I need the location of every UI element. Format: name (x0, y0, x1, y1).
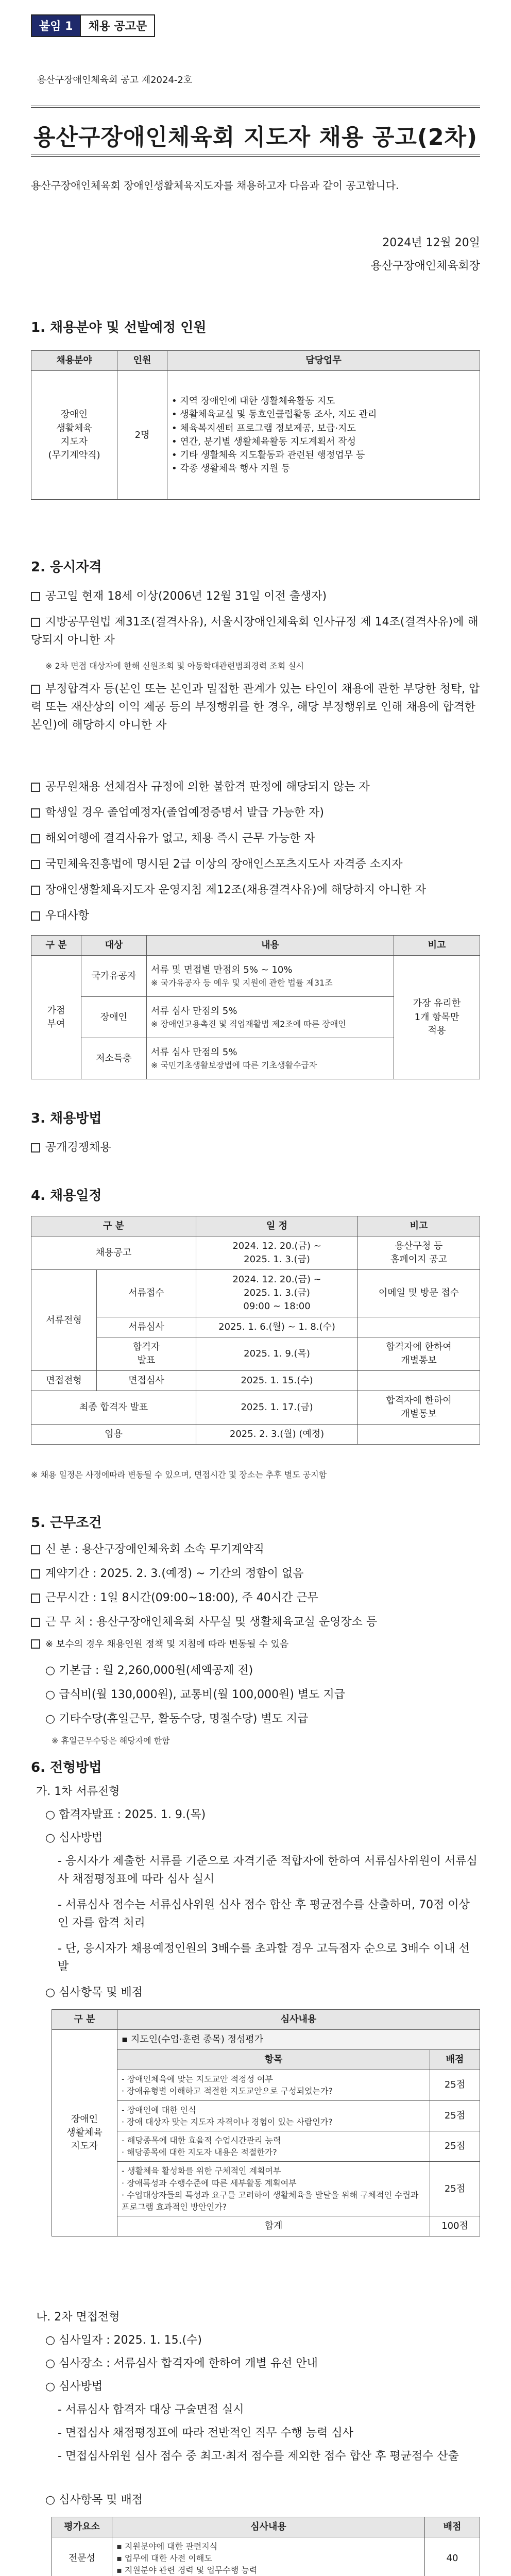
doc-q: - 장애인체육에 맞는 지도교안 적정성 여부 · 장애유형별 이해하고 적절한 지도교안으로 구성되었는가? (117, 2070, 430, 2100)
checkbox-icon (31, 1594, 40, 1603)
annex-value: 채용 공고문 (80, 15, 154, 36)
qual-item: 공고일 현재 18세 이상(2006년 12월 31일 이전 출생자) (31, 587, 480, 605)
cond-sub: ○ 기타수당(휴일근무, 활동수당, 명절수당) 별도 지급 (45, 1713, 309, 1725)
sched-a: 면접전형 (31, 1370, 97, 1391)
th-duties: 담당업무 (167, 351, 480, 371)
pref-th: 대상 (81, 936, 147, 956)
sched-b: 면접심사 (97, 1370, 196, 1391)
sched-b: 합격자 발표 (97, 1337, 196, 1370)
checkbox-icon (31, 911, 40, 921)
sched-a: 서류전형 (31, 1270, 97, 1371)
sched-d (358, 1317, 480, 1337)
doc-th: 심사내용 (117, 2010, 480, 2030)
doc-desc: - 응시자가 제출한 서류를 기준으로 자격기준 적합자에 한하여 서류심사위원이 서류심사 채점평정표에 따라 심사 실시 (58, 1855, 478, 1886)
doc-q: 합계 (117, 2216, 430, 2236)
checkbox-icon (31, 834, 40, 843)
sched-th: 구 분 (31, 1216, 196, 1236)
doc-desc: - 단, 응시자가 채용예정인원의 3배수를 초과할 경우 고득점자 순으로 3배수 이내 선발 (58, 1942, 470, 1974)
recruit-count: 2명 (117, 371, 167, 500)
qual-item: 국민체육진흥법에 명시된 2급 이상의 장애인스포츠지도사 자격증 소지자 (31, 855, 480, 873)
pref-target: 국가유공자 (81, 956, 147, 997)
qual-item: 장애인생활체육지도자 운영지침 제12조(채용결격사유)에 해당하지 아니한 자 (31, 881, 480, 899)
th-count: 인원 (117, 351, 167, 371)
qual-item: 공무원채용 선체검사 규정에 의한 불합격 판정에 해당되지 않는 자 (31, 778, 480, 796)
pref-label: 가점 부여 (31, 956, 81, 1079)
qual-note: ※ 2차 면접 대상자에 한해 신원조회 및 아동학대관련범죄경력 조회 실시 (45, 661, 304, 671)
sched-c: 2025. 1. 9.(목) (196, 1337, 358, 1370)
th-field: 채용분야 (31, 351, 117, 371)
doc-item: ○ 심사방법 (45, 1832, 103, 1844)
section-1-heading: 1. 채용분야 및 선발예정 인원 (31, 320, 207, 335)
pref-content: 서류 및 면접별 만점의 5% ~ 10% ※ 국가유공자 등 예우 및 지원에 관한 법률 제31조 (147, 956, 394, 997)
qual-item: 우대사항 (31, 907, 480, 925)
cond-sub: ○ 급식비(월 130,000원), 교통비(월 100,000원) 별도 지급 (45, 1688, 345, 1701)
int-th: 배점 (425, 2517, 480, 2537)
sched-d: 합격자에 한하여 개별통보 (358, 1391, 480, 1424)
int-desc: - 서류심사 합격자 대상 구술면접 실시 (58, 2403, 244, 2416)
doc-sub-th: 배점 (430, 2050, 480, 2070)
checkbox-icon (31, 886, 40, 895)
duty-item: • 체육복지센터 프로그램 정보제공, 보급·지도 (172, 422, 356, 434)
doc-p: 25점 (430, 2162, 480, 2216)
section-6-heading: 6. 전형방법 (31, 1760, 102, 1775)
int-th: 평가요소 (52, 2517, 112, 2537)
int-c: 40 (425, 2537, 480, 2576)
sub-heading: 가. 1차 서류전형 (36, 1785, 120, 1798)
doc-p: 100점 (430, 2216, 480, 2236)
doc-top: ▪ 지도인(수업·훈련 종목) 정성평가 (117, 2030, 480, 2050)
checkbox-icon (31, 860, 40, 869)
int-desc: - 면접심사 채점평정표에 따라 전반적인 직무 수행 능력 심사 (58, 2427, 353, 2439)
sched-c: 2025. 1. 6.(월) ~ 1. 8.(수) (196, 1317, 358, 1337)
duty-item: • 연간, 분기별 생활체육활동 지도계획서 작성 (172, 436, 356, 447)
duty-item: • 지역 장애인에 대한 생활체육활동 지도 (172, 396, 335, 407)
sched-c: 2024. 12. 20.(금) ~ 2025. 1. 3.(금) (196, 1236, 358, 1270)
doc-th: 구 분 (52, 2010, 117, 2030)
doc-q: - 장애인에 대한 인식 · 장애 대상자 맞는 지도자 자격이나 경험이 있는 사람인가? (117, 2100, 430, 2131)
sched-th: 일 정 (196, 1216, 358, 1236)
cond-sub: ○ 기본급 : 월 2,260,000원(세액공제 전) (45, 1664, 253, 1677)
doc-p: 25점 (430, 2100, 480, 2131)
sched-a: 채용공고 (31, 1236, 196, 1270)
recruit-duties (167, 371, 480, 500)
doc-item: ○ 합격자발표 : 2025. 1. 9.(목) (45, 1808, 206, 1821)
checkbox-icon (31, 685, 40, 694)
section-4-heading: 4. 채용일정 (31, 1188, 102, 1204)
int-score-table (52, 2517, 480, 2576)
qual-item: 해외여행에 결격사유가 없고, 채용 즉시 근무 가능한 자 (31, 829, 480, 848)
doc-desc: - 서류심사 점수는 서류심사위원 심사 점수 합산 후 평균점수를 산출하며, 70점 이상인 자를 합격 처리 (58, 1899, 470, 1930)
int-item: ○ 심사일자 : 2025. 1. 15.(수) (45, 2334, 202, 2347)
int-th: 심사내용 (112, 2517, 425, 2537)
page-title: 용산구장애인체육회 지도자 채용 공고(2차) (33, 124, 478, 150)
duty-item: • 각종 생활체육 행사 지원 등 (172, 463, 291, 474)
int-item: ○ 심사항목 및 배점 (45, 2494, 143, 2506)
title-rule-top (31, 106, 480, 108)
section-3-heading: 3. 채용방법 (31, 1111, 102, 1126)
int-desc: - 면접심사위원 심사 점수 중 최고·최저 점수를 제외한 점수 합산 후 평균점수 산출 (58, 2450, 459, 2463)
pref-th: 구 분 (31, 936, 81, 956)
sched-a: 임용 (31, 1425, 196, 1445)
duty-item: • 생활체육교실 및 동호인클럽활동 조사, 지도 관리 (172, 409, 377, 420)
schedule-table (31, 1216, 480, 1445)
pref-content: 서류 심사 만점의 5% ※ 장애인고용촉진 및 직업재활법 제2조에 따른 장애인 (147, 997, 394, 1038)
int-a: 전문성 (52, 2537, 112, 2576)
int-item: ○ 심사방법 (45, 2380, 103, 2393)
doc-item: ○ 심사항목 및 배점 (45, 1986, 143, 1999)
section-5-heading: 5. 근무조건 (31, 1515, 102, 1531)
checkbox-icon (31, 618, 40, 627)
method-item: 공개경쟁채용 (31, 1139, 480, 1157)
pref-note: 가장 유리한 1개 항목만 적용 (394, 956, 480, 1079)
annex-tag (31, 14, 155, 37)
signer: 용산구장애인체육회장 (370, 260, 480, 273)
sched-c: 2024. 12. 20.(금) ~ 2025. 1. 3.(금) 09:00 ~ 18:00 (196, 1270, 358, 1317)
sched-d: 합격자에 한하여 개별통보 (358, 1337, 480, 1370)
doc-p: 25점 (430, 2070, 480, 2100)
sched-a: 최종 합격자 발표 (31, 1391, 196, 1424)
checkbox-icon (31, 592, 40, 601)
duty-item: • 기타 생활체육 지도활동과 관련된 행정업무 등 (172, 449, 365, 461)
doc-q: - 생활체육 활성화를 위한 구체적인 계획여부 · 장애특성과 수행수준에 따른 세부활동 계획여부 · 수업대상자들의 특성과 요구를 고려하여 생활체육을 발달을 위해 구체적인 수립과 프로그램 효과적인 방안인가? (117, 2162, 430, 2216)
checkbox-icon (31, 808, 40, 818)
int-b: ▪ 지원분야에 대한 관련지식 ▪ 업무에 대한 사전 이해도 ▪ 지원분야 관련 경력 및 업무수행 능력 (112, 2537, 425, 2576)
pref-content: 서류 심사 만점의 5% ※ 국민기초생활보장법에 따른 기초생활수급자 (147, 1038, 394, 1079)
sched-d (358, 1425, 480, 1445)
qual-item: 학생일 경우 졸업예정자(졸업예정증명서 발급 가능한 자) (31, 804, 480, 822)
cond-item: 계약기간 : 2025. 2. 3.(예정) ~ 기간의 정함이 없음 (31, 1565, 480, 1583)
qual-item: 지방공무원법 제31조(결격사유), 서울시장애인체육회 인사규정 제 14조(결격사유)에 해당되지 아니한 자 (31, 616, 479, 647)
pref-th: 비고 (394, 936, 480, 956)
checkbox-icon (31, 1143, 40, 1153)
doc-score-table (52, 2009, 480, 2236)
sched-c: 2025. 2. 3.(월) (예정) (196, 1425, 358, 1445)
checkbox-icon (31, 783, 40, 792)
recruit-field: 장애인 생활체육 지도자 (무기계약직) (31, 371, 117, 500)
checkbox-icon (31, 1639, 40, 1649)
checkbox-icon (31, 1618, 40, 1627)
checkbox-icon (31, 1569, 40, 1579)
pref-target: 저소득층 (81, 1038, 147, 1079)
sched-b: 서류접수 (97, 1270, 196, 1317)
cond-note: ※ 휴일근무수당은 해당자에 한함 (52, 1736, 170, 1745)
cond-item: 근 무 처 : 용산구장애인체육회 사무실 및 생활체육교실 운영장소 등 (31, 1613, 480, 1631)
doc-q: - 해당종목에 대한 효율적 수업시간관리 능력 · 해당종목에 대한 지도자 내용은 적절한가? (117, 2131, 430, 2162)
schedule-note: ※ 채용 일정은 사정에따라 변동될 수 있으며, 면접시간 및 장소는 추후 별도 공지함 (31, 1470, 327, 1480)
notice-number: 용산구장애인체육회 공고 제2024-2호 (37, 75, 193, 86)
pref-th: 내용 (147, 936, 394, 956)
doc-sub-th: 항목 (117, 2050, 430, 2070)
intro-text: 용산구장애인체육회 장애인생활체육지도자를 채용하고자 다음과 같이 공고합니다. (31, 179, 399, 192)
sched-d (358, 1370, 480, 1391)
doc-p: 25점 (430, 2131, 480, 2162)
sub-heading: 나. 2차 면접전형 (36, 2311, 120, 2324)
qual-item: 부정합격자 등(본인 또는 본인과 밀접한 관계가 있는 타인이 채용에 관한 부당한 청탁, 압력 또는 재산상의 이익 제공 등의 부정행위를 한 경우, 해당 부정행위로 인해 채용에 합격한 본인)에 해당하지 아니한 자 (31, 683, 480, 732)
doc-field: 장애인 생활체육 지도자 (52, 2030, 117, 2236)
pref-target: 장애인 (81, 997, 147, 1038)
recruit-table (31, 350, 480, 500)
sched-c: 2025. 1. 17.(금) (196, 1391, 358, 1424)
int-item: ○ 심사장소 : 서류심사 합격자에 한하여 개별 유선 안내 (45, 2357, 318, 2370)
sched-b: 서류심사 (97, 1317, 196, 1337)
cond-item: 신 분 : 용산구장애인체육회 소속 무기계약직 (31, 1540, 480, 1558)
annex-label: 붙임 1 (32, 15, 80, 36)
checkbox-icon (31, 1545, 40, 1554)
cond-item: ※ 보수의 경우 채용인원 정책 및 지침에 따라 변동될 수 있음 (31, 1637, 480, 1652)
sched-c: 2025. 1. 15.(수) (196, 1370, 358, 1391)
sched-th: 비고 (358, 1216, 480, 1236)
notice-date: 2024년 12월 20일 (382, 236, 480, 249)
title-rule-bottom (31, 155, 480, 157)
preference-table (31, 935, 480, 1079)
section-2-heading: 2. 응시자격 (31, 560, 102, 575)
sched-d: 용산구청 등 홈페이지 공고 (358, 1236, 480, 1270)
cond-item: 근무시간 : 1일 8시간(09:00~18:00), 주 40시간 근무 (31, 1589, 480, 1607)
sched-d: 이메일 및 방문 접수 (358, 1270, 480, 1317)
